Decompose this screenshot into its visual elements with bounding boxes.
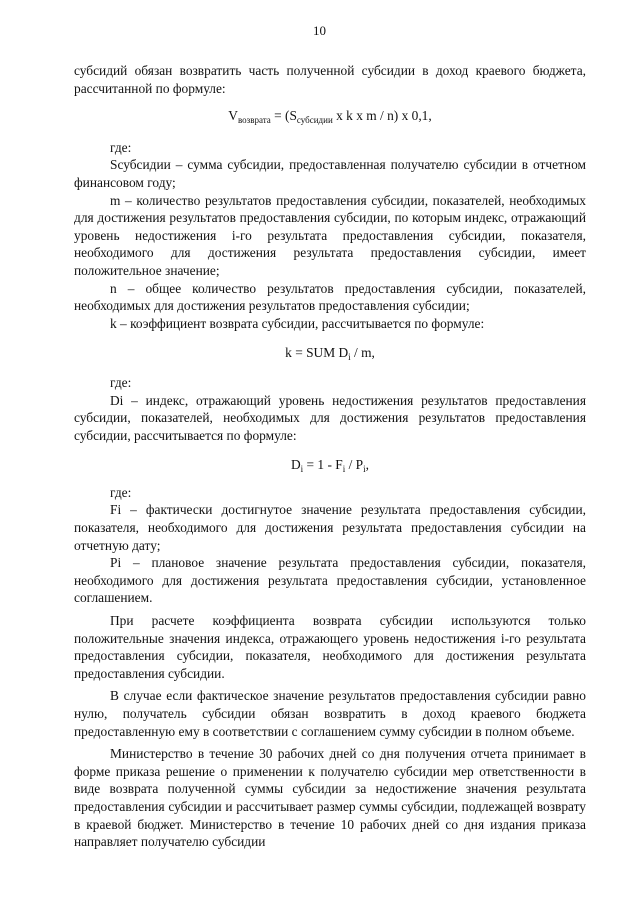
- formula-di: [74, 456, 586, 474]
- formula-refund-eq: = (S: [270, 108, 297, 124]
- formula-k: [74, 344, 586, 362]
- paragraph-ministry: Министерство в течение 30 рабочих дней со дня получения отчета принимает в форме приказа решение о применении к получателю субсидии мер ответственности в виде возврата полученной суммы субсидии за недостижение значения результата предоставления субсидии и рассчитывает размер суммы субсидии, подлежащей возврату в краевой бюджет. Министерство в течение 10 рабочих дней со дня издания приказа направляет получателю субсидии: [74, 746, 586, 850]
- paragraph-intro: субсидий обязан возвратить часть полученной субсидии в доход краевого бюджета, рассчитанной по формуле:: [74, 63, 586, 96]
- formula-di-d: D: [291, 457, 301, 473]
- formula-refund-v: V: [228, 108, 238, 124]
- definition-pi: Pi – плановое значение результата предоставления субсидии, показателя, необходимого для достижения результата предоставления субсидии, установленное соглашением.: [74, 555, 586, 606]
- formula-refund-v-subscript: возврата: [237, 115, 271, 126]
- formula-k-left: k = SUM D: [285, 345, 349, 361]
- definition-k: k – коэффициент возврата субсидии, рассчитывается по формуле:: [110, 315, 485, 331]
- formula-refund-s-subscript: субсидии: [296, 115, 333, 126]
- where-label-2: где:: [110, 374, 132, 390]
- formula-refund-rest: x k x m / n) x 0,1,: [332, 108, 432, 124]
- formula-k-subscript: i: [348, 352, 351, 363]
- definition-s-subsidy: Sсубсидии – сумма субсидии, предоставленная получателю субсидии в отчетном финансовом году;: [74, 157, 586, 190]
- paragraph-zero-result: В случае если фактическое значение результатов предоставления субсидии равно нулю, получатель субсидии обязан возвратить в доход краевого бюджета предоставленную ему в соответствии с соглашением сумму субсидии в полном объеме.: [74, 688, 586, 739]
- formula-k-right: / m,: [350, 345, 375, 361]
- paragraph-positive-values: При расчете коэффициента возврата субсидии используются только положительные значения индекса, отражающего уровень недостижения i-го результата предоставления субсидии, показателя, необходимого для достижения результата предоставления субсидии.: [74, 613, 586, 681]
- formula-refund: [74, 107, 586, 125]
- formula-di-sub3: i: [363, 464, 366, 475]
- formula-di-mid2: / P: [345, 457, 364, 473]
- definition-fi: Fi – фактически достигнутое значение результата предоставления субсидии, показателя, необходимого для достижения результата предоставления субсидии на отчетную дату;: [74, 502, 586, 553]
- where-label-1: где:: [110, 139, 132, 155]
- document-body: [74, 62, 586, 851]
- definition-m: m – количество результатов предоставления субсидии, показателей, необходимых для достижения результатов предоставления субсидии, по которым индекс, отражающий уровень недостижения i-го результата предоставления субсидии, показателя, необходимого для достижения результата предоставления субсидии, имеет положительное значение;: [74, 192, 586, 278]
- where-label-3: где:: [110, 484, 132, 500]
- formula-di-sub2: i: [342, 464, 346, 475]
- formula-di-end: ,: [365, 457, 369, 473]
- formula-di-sub1: i: [300, 464, 304, 475]
- definition-n: n – общее количество результатов предоставления субсидии, показателей, необходимых для достижения результатов предоставления субсидии;: [74, 280, 586, 314]
- page-number: 10: [313, 23, 326, 38]
- formula-di-mid1: = 1 - F: [303, 457, 343, 473]
- definition-di: Di – индекс, отражающий уровень недостижения результатов предоставления субсидии, показателей, необходимых для достижения результатов предоставления субсидии, рассчитывается по формуле:: [74, 392, 586, 443]
